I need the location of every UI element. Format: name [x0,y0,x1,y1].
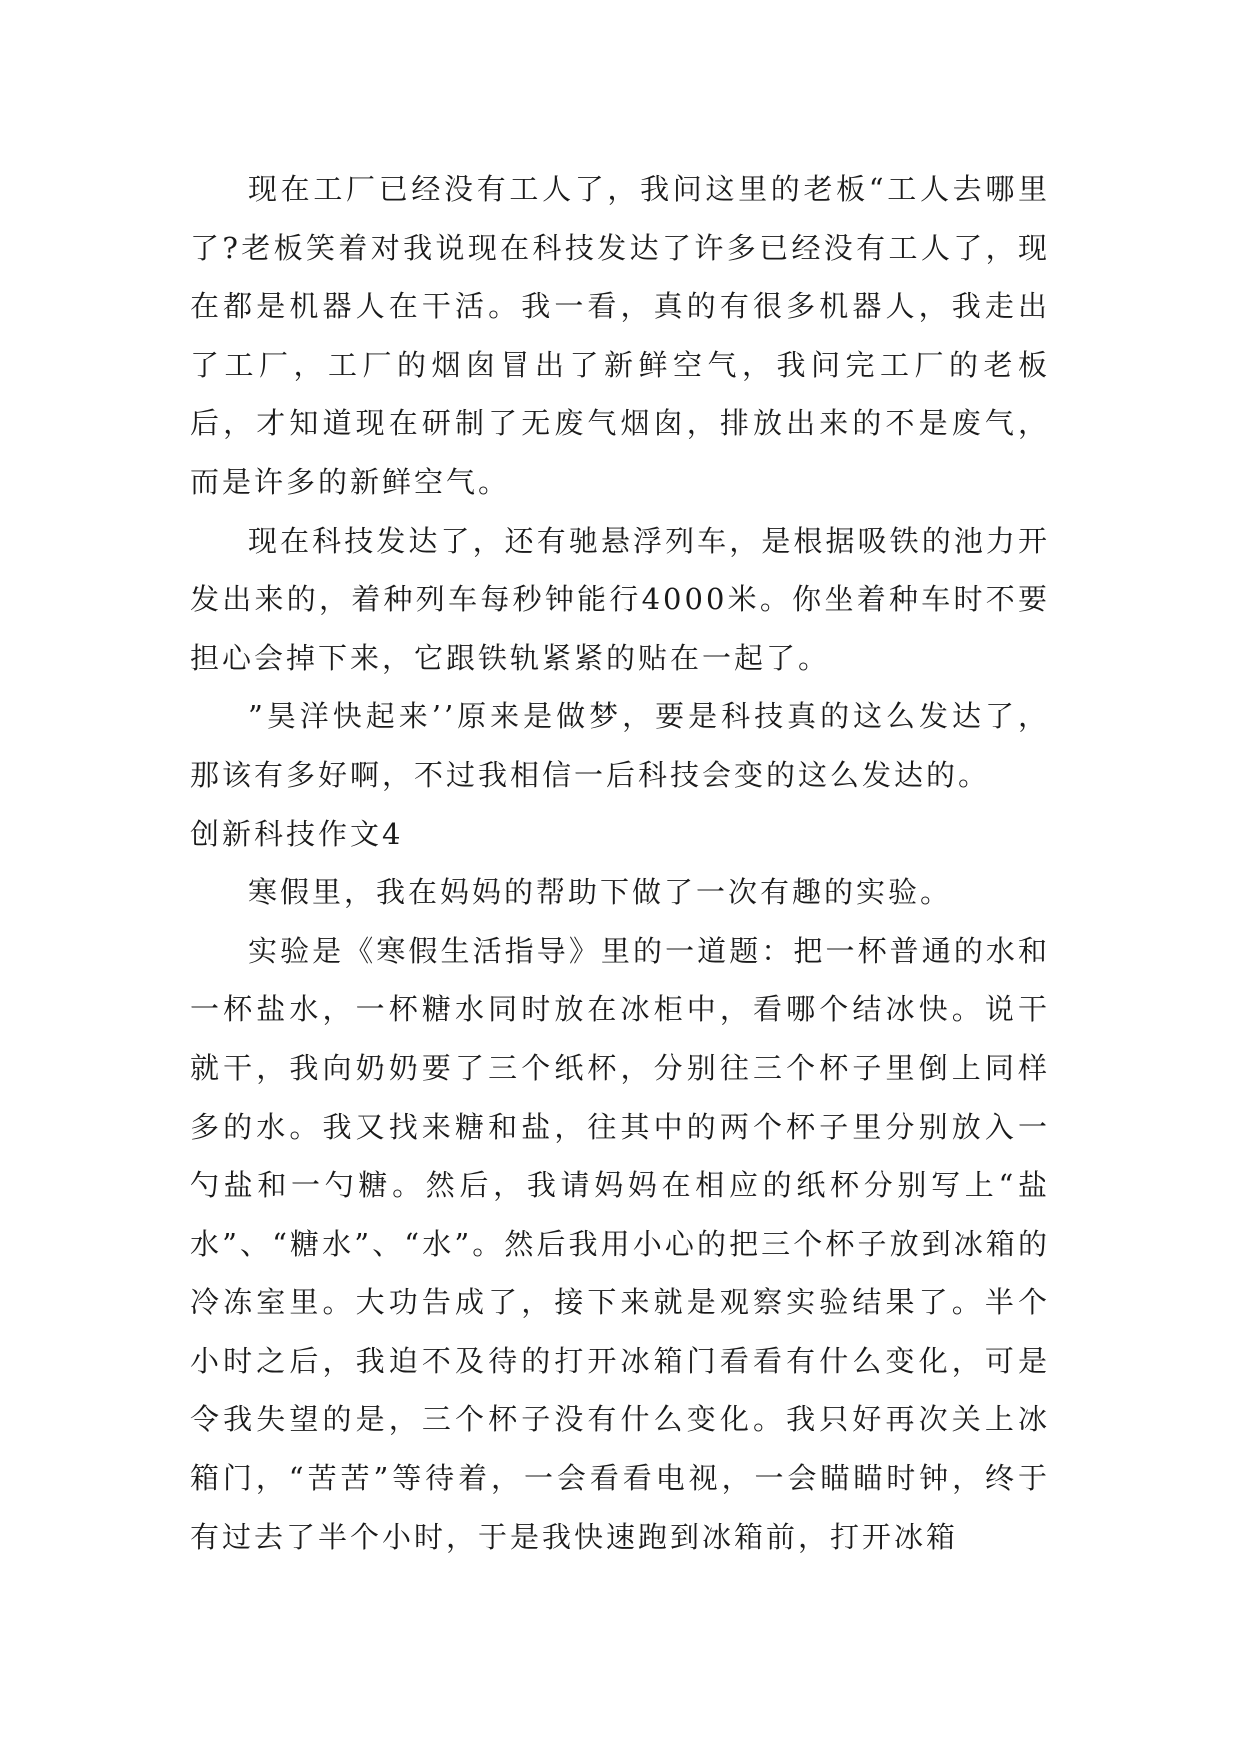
paragraph-maglev-train: 现在科技发达了，还有驰悬浮列车，是根据吸铁的池力开发出来的，着种列车每秒钟能行4000米。你坐着种车时不要担心会掉下来，它跟铁轨紧紧的贴在一起了。 [190,523,1050,675]
document-body [190,160,1050,1566]
paragraph-winter-break: 寒假里，我在妈妈的帮助下做了一次有趣的实验。 [248,875,953,910]
section-heading: 创新科技作文4 [190,816,404,851]
paragraph-dream: ”昊洋快起来’’原来是做梦，要是科技真的这么发达了，那该有多好啊，不过我相信一后科技会变的这么发达的。 [190,699,1050,792]
paragraph-experiment: 实验是《寒假生活指导》里的一道题：把一杯普通的水和一杯盐水，一杯糖水同时放在冰柜中，看哪个结冰快。说干就干，我向奶奶要了三个纸杯，分别往三个杯子里倒上同样多的水。我又找来糖和盐，往其中的两个杯子里分别放入一勺盐和一勺糖。然后，我请妈妈在相应的纸杯分别写上“盐水”、“糖水”、“水”。然后我用小心的把三个杯子放到冰箱的冷冻室里。大功告成了，接下来就是观察实验结果了。半个小时之后，我迫不及待的打开冰箱门看看有什么变化，可是令我失望的是，三个杯子没有什么变化。我只好再次关上冰箱门，“苦苦”等待着，一会看看电视，一会瞄瞄时钟，终于有过去了半个小时，于是我快速跑到冰箱前，打开冰箱 [190,933,1050,1554]
paragraph-factory: 现在工厂已经没有工人了，我问这里的老板“工人去哪里了?老板笑着对我说现在科技发达了许多已经没有工人了，现在都是机器人在干活。我一看，真的有很多机器人，我走出了工厂，工厂的烟囱冒出了新鲜空气，我问完工厂的老板后，才知道现在研制了无废气烟囱，排放出来的不是废气，而是许多的新鲜空气。 [190,172,1050,499]
